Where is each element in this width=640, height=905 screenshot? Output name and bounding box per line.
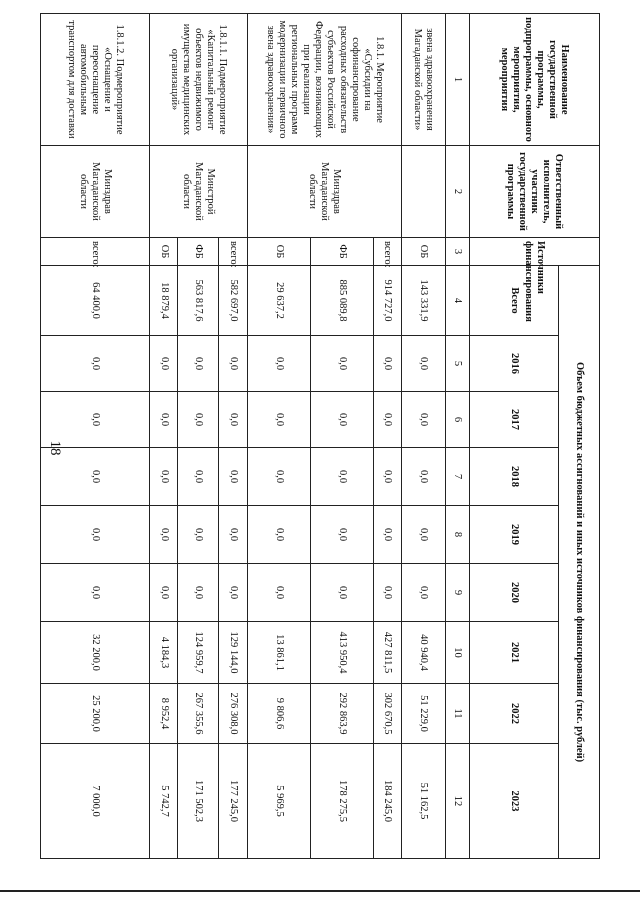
row-value: 0,0	[247, 336, 310, 392]
header-name: Наименование государственной программы, подпрограммы, основного мероприятия, мероприятия	[469, 14, 599, 146]
row-value: 51 229,0	[402, 684, 446, 744]
row-value: 0,0	[178, 336, 219, 392]
column-number: 12	[445, 744, 469, 859]
row-value: 25 200,0	[41, 684, 150, 744]
column-number: 7	[445, 448, 469, 506]
row-value: 0,0	[149, 448, 177, 506]
row-value: 276 308,0	[219, 684, 247, 744]
row-name: звена здравоохранения Магаданской области»	[402, 14, 446, 146]
row-value: 0,0	[373, 564, 401, 622]
row-value: 0,0	[402, 448, 446, 506]
row-executor: Минздрав Магаданской области	[41, 146, 150, 238]
row-source: всего:	[219, 238, 247, 266]
row-value: 64 400,0	[41, 266, 150, 336]
table-row	[41, 14, 150, 859]
row-value: 32 200,0	[41, 622, 150, 684]
row-value: 563 817,6	[178, 266, 219, 336]
row-value: 0,0	[373, 506, 401, 564]
row-value: 18 879,4	[149, 266, 177, 336]
row-value: 0,0	[41, 392, 150, 448]
row-value: 0,0	[219, 564, 247, 622]
row-value: 51 162,5	[402, 744, 446, 859]
row-value: 0,0	[310, 448, 373, 506]
row-value: 0,0	[247, 564, 310, 622]
budget-table	[40, 13, 600, 859]
row-value: 9 806,6	[247, 684, 310, 744]
row-value: 0,0	[373, 392, 401, 448]
row-source: всего:	[373, 238, 401, 266]
row-value: 0,0	[178, 448, 219, 506]
row-name: 1.8.1. Мероприятие «Субсидии на софинансирование расходных обязательств субъектов Российской Федерации, возникающих при реализации региональных программ модернизации первичного звена здравоохранения»	[247, 14, 401, 146]
row-value: 124 959,7	[178, 622, 219, 684]
bottom-rule	[0, 890, 640, 892]
row-value: 143 331,9	[402, 266, 446, 336]
row-source: ОБ	[402, 238, 446, 266]
row-value: 0,0	[178, 506, 219, 564]
column-number: 3	[445, 238, 469, 266]
row-value: 0,0	[310, 506, 373, 564]
row-value: 5 742,7	[149, 744, 177, 859]
row-value: 0,0	[178, 392, 219, 448]
row-value: 4 184,3	[149, 622, 177, 684]
header-year: 2019	[469, 506, 558, 564]
row-value: 171 502,3	[178, 744, 219, 859]
row-value: 29 637,2	[247, 266, 310, 336]
row-value: 0,0	[219, 506, 247, 564]
header-year: 2020	[469, 564, 558, 622]
row-value: 0,0	[149, 336, 177, 392]
row-value: 0,0	[149, 392, 177, 448]
table-row	[373, 14, 401, 859]
header-year: 2016	[469, 336, 558, 392]
header-source: Источники финансирования	[469, 238, 599, 266]
row-value: 0,0	[373, 448, 401, 506]
row-value: 0,0	[373, 336, 401, 392]
row-value: 0,0	[310, 564, 373, 622]
row-source: всего:	[41, 238, 150, 266]
row-value: 5 969,5	[247, 744, 310, 859]
column-number: 6	[445, 392, 469, 448]
row-value: 177 245,0	[219, 744, 247, 859]
row-value: 13 861,1	[247, 622, 310, 684]
row-value: 582 697,0	[219, 266, 247, 336]
column-number: 2	[445, 146, 469, 238]
row-value: 0,0	[41, 336, 150, 392]
header-executor: Ответственный исполнитель, участник государственной программы	[469, 146, 599, 238]
rotated-table-wrapper	[40, 13, 600, 858]
row-value: 302 670,5	[373, 684, 401, 744]
row-value: 0,0	[41, 564, 150, 622]
row-value: 292 863,9	[310, 684, 373, 744]
row-value: 0,0	[149, 564, 177, 622]
row-value: 413 950,4	[310, 622, 373, 684]
row-value: 0,0	[310, 336, 373, 392]
table-row	[402, 14, 446, 859]
row-executor: Минздрав Магаданской области	[247, 146, 401, 238]
row-value: 0,0	[402, 564, 446, 622]
column-number: 4	[445, 266, 469, 336]
header-year: 2023	[469, 744, 558, 859]
row-value: 427 811,5	[373, 622, 401, 684]
header-total: Всего	[469, 266, 558, 336]
column-number: 5	[445, 336, 469, 392]
row-value: 885 089,8	[310, 266, 373, 336]
row-value: 0,0	[402, 392, 446, 448]
row-name: 1.8.1.1. Подмероприятие «Капитальный ремонт объектов недвижимого имущества медицинских организаций»	[149, 14, 247, 146]
header-year: 2021	[469, 622, 558, 684]
column-number: 9	[445, 564, 469, 622]
row-name: 1.8.1.2. Подмероприятие «Оснащение и переоснащение автомобильным транспортом для доставки	[41, 14, 150, 146]
row-value: 914 727,0	[373, 266, 401, 336]
row-value: 0,0	[178, 564, 219, 622]
row-value: 129 144,0	[219, 622, 247, 684]
header-funding-group: Объем бюджетных ассигнований и иных источников финансирования (тыс. рублей)	[558, 266, 599, 859]
row-value: 0,0	[219, 336, 247, 392]
column-number: 1	[445, 14, 469, 146]
row-value: 0,0	[247, 506, 310, 564]
row-value: 0,0	[310, 392, 373, 448]
row-value: 184 245,0	[373, 744, 401, 859]
row-value: 178 275,5	[310, 744, 373, 859]
row-value: 0,0	[219, 392, 247, 448]
row-executor: Минстрой Магаданской области	[149, 146, 247, 238]
row-value: 0,0	[149, 506, 177, 564]
row-value: 8 952,4	[149, 684, 177, 744]
row-value: 0,0	[41, 448, 150, 506]
row-source: ОБ	[247, 238, 310, 266]
row-source: ОБ	[149, 238, 177, 266]
row-value: 40 940,4	[402, 622, 446, 684]
row-value: 0,0	[402, 336, 446, 392]
column-number: 11	[445, 684, 469, 744]
row-source: ФБ	[310, 238, 373, 266]
row-value: 0,0	[247, 392, 310, 448]
row-value: 0,0	[219, 448, 247, 506]
row-executor	[402, 146, 446, 238]
column-number: 8	[445, 506, 469, 564]
row-value: 0,0	[247, 448, 310, 506]
column-number: 10	[445, 622, 469, 684]
row-value: 0,0	[41, 506, 150, 564]
row-value: 267 355,6	[178, 684, 219, 744]
table-row	[219, 14, 247, 859]
header-row-1	[558, 14, 599, 859]
header-year: 2017	[469, 392, 558, 448]
row-value: 0,0	[402, 506, 446, 564]
header-year: 2022	[469, 684, 558, 744]
row-source: ФБ	[178, 238, 219, 266]
column-number-row	[445, 14, 469, 859]
row-value: 7 000,0	[41, 744, 150, 859]
header-year: 2018	[469, 448, 558, 506]
